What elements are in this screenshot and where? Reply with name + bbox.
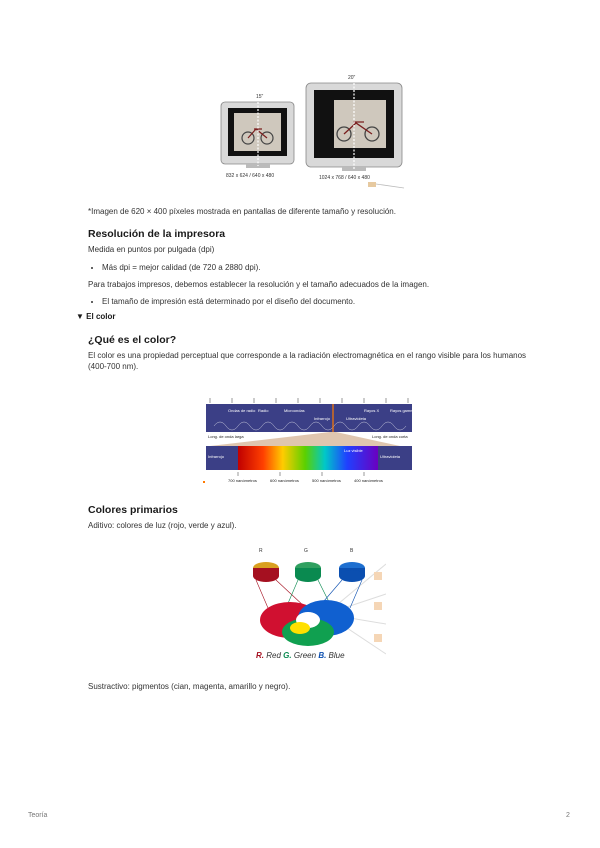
color-section-toggle[interactable] xyxy=(76,312,116,321)
caret-down-icon: ▼ xyxy=(76,312,84,321)
light-label-b: B xyxy=(350,548,354,554)
large-monitor-size: 20" xyxy=(348,75,356,81)
subtractive-text: Sustractivo: pigmentos (cian, magenta, amarillo y negro). xyxy=(88,682,291,691)
legend-green: Green xyxy=(293,651,317,660)
color-heading: ¿Qué es el color? xyxy=(88,334,177,346)
band-radio-waves: Ondas de radio xyxy=(228,408,256,413)
additive-color-figure xyxy=(246,544,386,668)
band-infrared: Infrarrojo xyxy=(314,416,331,421)
list-item: • Más dpi = mejor calidad (de 720 a 2880 dpi). xyxy=(102,262,261,273)
visible-light-label: Luz visible xyxy=(344,448,363,453)
toggle-label: El color xyxy=(86,312,116,321)
legend-r: R. xyxy=(256,651,264,660)
legend-g: G. xyxy=(283,651,292,660)
printer-para: Para trabajos impresos, debemos establecer la resolución y el tamaño adecuados de la imagen. xyxy=(88,280,430,289)
band-radio: Radio xyxy=(258,408,269,413)
electromagnetic-spectrum-figure xyxy=(200,384,416,490)
footer-title: Teoría xyxy=(28,812,48,819)
long-wavelength-label: Long. de onda larga xyxy=(208,434,244,439)
monitor-resolution-figure xyxy=(218,74,410,194)
band-ultraviolet: Ultravioleta xyxy=(346,416,367,421)
nm-600: 600 nanómetros xyxy=(270,478,299,483)
legend-blue: Blue xyxy=(328,651,345,660)
additive-text: Aditivo: colores de luz (rojo, verde y azul). xyxy=(88,521,237,530)
nm-400: 400 nanómetros xyxy=(354,478,383,483)
small-monitor-size: 15" xyxy=(256,94,264,100)
color-description: El color es una propiedad perceptual que corresponde a la radiación electromagnética en el rango visible para los humanos (400-700 nm). xyxy=(88,351,527,371)
band-xray: Rayos X xyxy=(364,408,380,413)
band-ultraviolet-lower: Ultravioleta xyxy=(380,454,401,459)
nm-700: 700 nanómetros xyxy=(228,478,257,483)
printer-list-1 xyxy=(88,262,261,273)
large-monitor-res: 1024 x 768 / 640 x 480 xyxy=(319,175,370,181)
monitor-caption: *Imagen de 620 × 400 píxeles mostrada en pantallas de diferente tamaño y resolución. xyxy=(88,207,396,216)
nm-500: 500 nanómetros xyxy=(312,478,341,483)
printer-list-2 xyxy=(88,296,355,307)
band-gamma: Rayos gamma xyxy=(390,408,416,413)
legend-b: B. xyxy=(318,651,327,660)
band-infrared-lower: Infrarrojo xyxy=(208,454,225,459)
short-wavelength-label: Long. de onda corta xyxy=(372,434,408,439)
printer-heading: Resolución de la impresora xyxy=(88,228,226,240)
list-item: • El tamaño de impresión está determinado por el diseño del documento. xyxy=(102,296,355,307)
page-number: 2 xyxy=(566,812,570,819)
legend-red: Red xyxy=(266,651,281,660)
printer-intro: Medida en puntos por pulgada (dpi) xyxy=(88,245,215,254)
rgb-legend xyxy=(256,651,345,660)
light-label-g: G xyxy=(304,548,308,554)
small-monitor-res: 832 x 624 / 640 x 480 xyxy=(226,173,275,179)
primary-colors-heading: Colores primarios xyxy=(88,504,178,516)
light-label-r: R xyxy=(259,548,263,554)
band-microwave: Microondas xyxy=(284,408,305,413)
